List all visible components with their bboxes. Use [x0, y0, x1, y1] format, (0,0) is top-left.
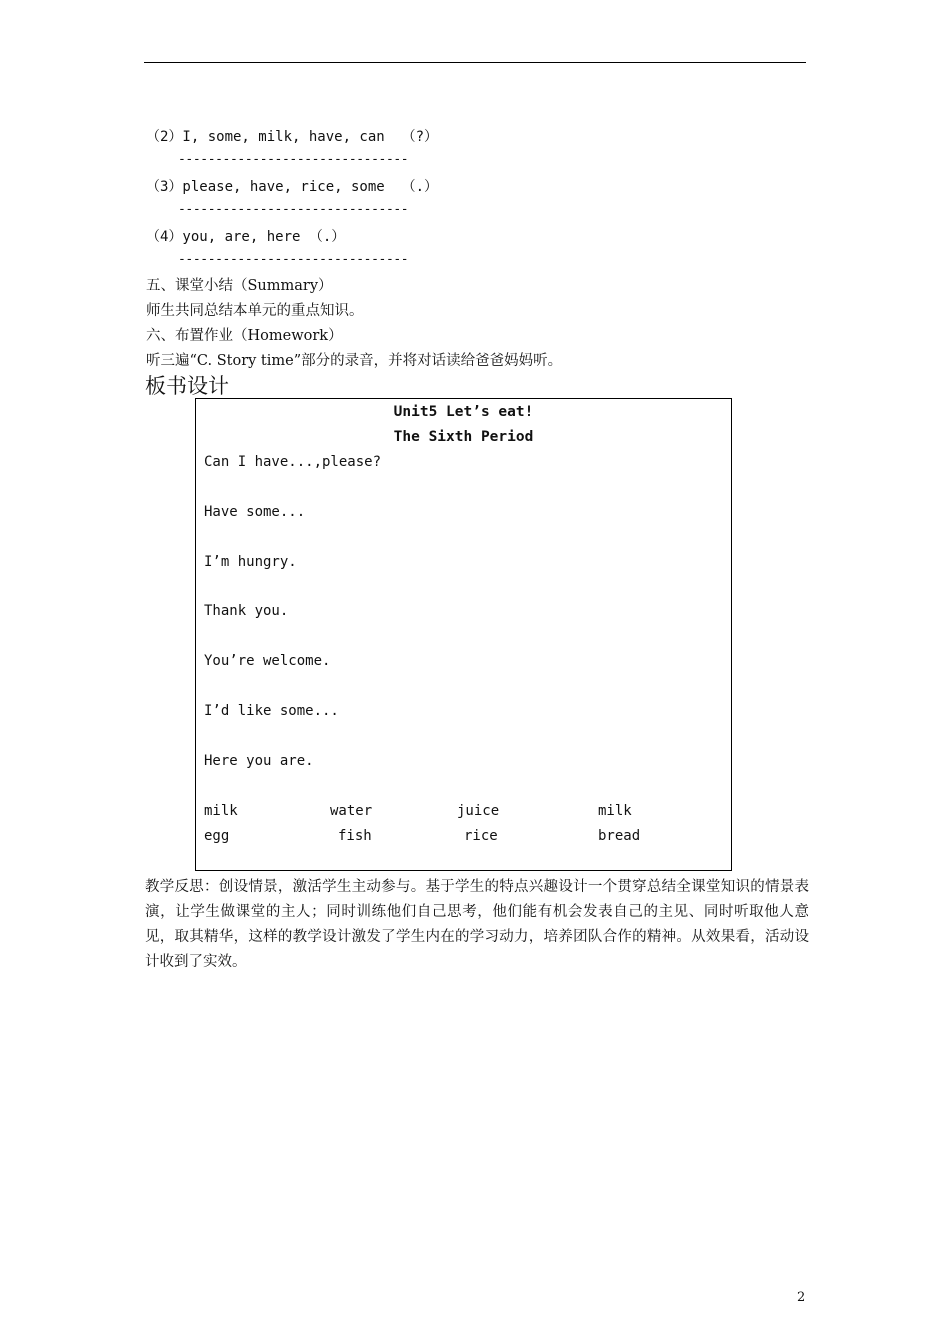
board-sentence: Here you are. — [204, 753, 314, 769]
board-design-heading: 板书设计 — [145, 374, 229, 398]
homework-heading: 六、布置作业（Homework） — [146, 328, 343, 344]
board-design-box — [195, 398, 732, 871]
board-sentence: Thank you. — [204, 603, 289, 619]
exercise-2-text: （2）I, some, milk, have, can （?） — [146, 129, 439, 145]
vocab-word: water — [330, 803, 373, 819]
vocab-word: egg — [204, 828, 230, 844]
summary-heading: 五、课堂小结（Summary） — [146, 278, 333, 294]
page-number: 2 — [797, 1290, 806, 1305]
board-sentence: I’d like some... — [204, 703, 339, 719]
board-title: Unit5 Let’s eat! — [393, 404, 534, 420]
board-subtitle: The Sixth Period — [393, 429, 534, 445]
exercise-2-blank: ------------------------------- — [178, 152, 409, 167]
board-sentence: Can I have...,please? — [204, 454, 382, 470]
vocab-word: milk — [204, 803, 238, 819]
vocab-word: bread — [598, 828, 641, 844]
exercise-4-blank: ------------------------------- — [178, 252, 409, 267]
teaching-reflection: 教学反思：创设情景，激活学生主动参与。基于学生的特点兴趣设计一个贯穿总结全课堂知识的情景表演，让学生做课堂的主人；同时训练他们自己思考，他们能有机会发表自己的主见、同时听取他人意见，取其精华，这样的教学设计激发了学生内在的学习动力，培养团队合作的精神。从效果看，活动设计收到了实效。 — [145, 879, 809, 970]
board-sentence: Have some... — [204, 504, 306, 520]
vocab-word: milk — [598, 803, 632, 819]
board-sentence: I’m hungry. — [204, 554, 297, 570]
summary-body: 师生共同总结本单元的重点知识。 — [146, 303, 364, 319]
homework-body: 听三遍“C. Story time”部分的录音，并将对话读给爸爸妈妈听。 — [146, 353, 563, 369]
vocab-word: juice — [457, 803, 500, 819]
exercise-4-text: （4）you, are, here （.） — [146, 229, 346, 245]
header-rule — [144, 62, 806, 63]
exercise-3-text: （3）please, have, rice, some （.） — [146, 179, 439, 195]
vocab-word: fish — [338, 828, 372, 844]
board-sentence: You’re welcome. — [204, 653, 331, 669]
exercise-3-blank: ------------------------------- — [178, 202, 409, 217]
vocab-word: rice — [464, 828, 498, 844]
